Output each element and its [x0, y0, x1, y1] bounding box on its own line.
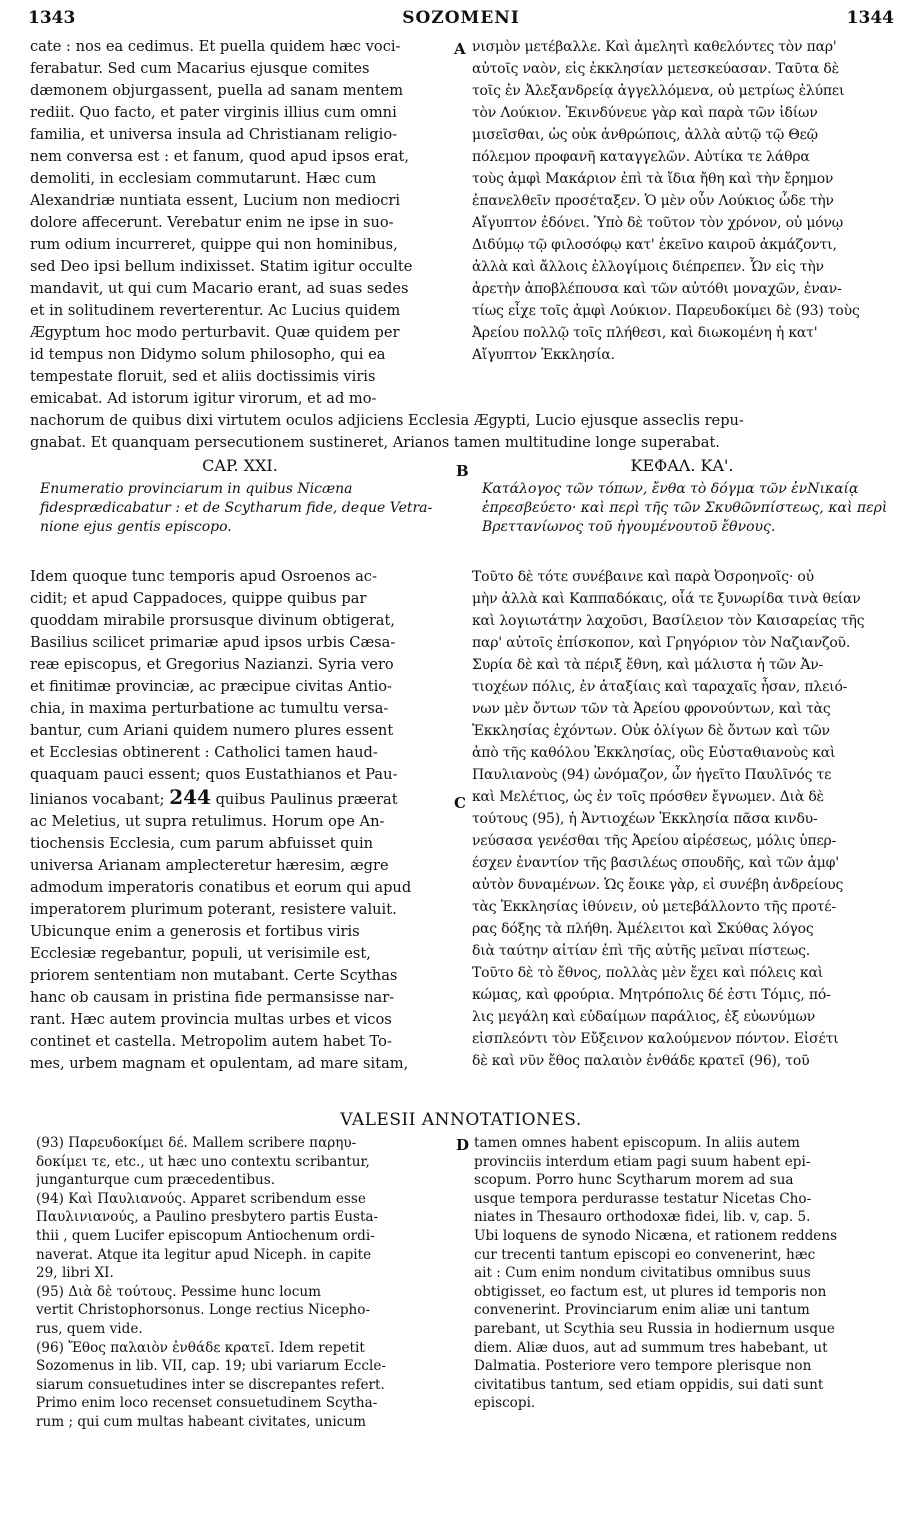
text-line: dolore affecerunt. Verebatur enim ne ipse in suo- [30, 214, 394, 231]
margin-marker-c: C [454, 794, 466, 812]
left-page-number: 1343 [28, 8, 76, 28]
text-line: Τοῦτο δὲ τότε συνέβαινε καὶ παρὰ Ὀσροηνοῖς· οὐ [472, 569, 814, 585]
annotation-line: Παυλινιανούς, a Paulino presbytero partis Eusta- [36, 1209, 379, 1226]
text-line: ferabatur. Sed cum Macarius ejusque comites [30, 60, 370, 77]
latin-chapter-title: CAP. XXI. [202, 456, 278, 475]
text-line: μισεῖσθαι, ὡς οὐκ ἀνθρώποις, ἀλλὰ αὐτῷ τῷ Θεῷ [472, 127, 818, 143]
text-line: id tempus non Didymo solum philosopho, qui ea [30, 346, 386, 363]
latin-chapter-summary [40, 480, 450, 537]
annotation-line: naverat. Atque ita legitur apud Niceph. in capite [36, 1246, 372, 1263]
text-line: bantur, cum Ariani quidem numero plures essent [30, 722, 394, 739]
text-line: αὐτὸν δυναμένων. Ὡς ἔοικε γὰρ, εἰ συνέβη ἀνδρείους [472, 877, 844, 893]
text-line: Αἴγυπτον ἐδόνει. Ὑπὸ δὲ τοῦτον τὸν χρόνον, οὐ μόνῳ [472, 215, 844, 231]
text-line: quaquam pauci essent; quos Eustathianos et Pau- [30, 766, 398, 783]
text-line: sed Deo ipsi bellum indixisset. Statim igitur occulte [30, 258, 413, 275]
summary-line: Enumeratio provinciarum in quibus Nicæna fides [40, 481, 353, 516]
text-line: rum odium incurreret, quippe qui non hominibus, [30, 236, 398, 253]
annotation-line: tamen omnes habent episcopum. In aliis autem [474, 1135, 800, 1151]
text-line-with-column-number [30, 786, 450, 811]
text-fragment: linianos vocabant; [30, 791, 170, 808]
greek-chapter-title: ΚΕΦΑΛ. ΚΑ'. [630, 456, 734, 475]
text-line: καὶ λογιωτάτην λαχοῦσι, Βασίλειον τὸν Καισαρείας τῆς [472, 613, 865, 629]
text-line: tiochensis Ecclesia, cum parum abfuisset quin [30, 835, 374, 852]
text-line: imperatorem plurimum poterant, resistere valuit. [30, 901, 397, 918]
text-line: ἐπανελθεῖν προσέταξεν. Ὁ μὲν οὖν Λούκιος ὧδε τὴν [472, 193, 834, 209]
annotations-right-column [474, 1134, 892, 1413]
column-number: 244 [169, 786, 211, 809]
annotations-title: VALESII ANNOTATIONES. [340, 1110, 582, 1130]
text-line: Idem quoque tunc temporis apud Osroenos ac- [30, 568, 377, 585]
annotation-line: (95) Διὰ δὲ τούτους. Pessime hunc locum [36, 1283, 321, 1300]
summary-line: prædicabatur : et de Scytharum fide, deque Vetra- [73, 500, 433, 516]
text-line: τοῖς ἐν Ἀλεξανδρείᾳ ἀγγελλόμενα, οὐ μετρίως ἐλύπει [472, 83, 845, 99]
text-line: έσχεν ἐναντίον τῆς βασιλέως σπουδῆς, καὶ τῶν ἀμφ' [472, 855, 839, 871]
text-line: Συρία δὲ καὶ τὰ πέριξ ἔθνη, καὶ μάλιστα ἡ τῶν Ἀν- [472, 657, 824, 673]
text-line: continet et castella. Metropolim autem habet To- [30, 1033, 392, 1050]
annotation-line: vertit Christophorsonus. Longe rectius Nicepho- [36, 1302, 371, 1319]
text-line: Basilius scilicet primariæ apud ipsos urbis Cæsa- [30, 634, 396, 651]
text-line: cate : nos ea cedimus. Et puella quidem hæc voci- [30, 38, 401, 55]
annotation-line: Primo enim loco recenset consuetudinem Scytha- [36, 1395, 378, 1412]
latin-column-top [30, 36, 450, 388]
annotation-line: provinciis interdum etiam pagi suum habent epi- [474, 1153, 811, 1170]
text-line: μὴν ἀλλὰ καὶ Καππαδόκαις, οἷά τε ξυνωρίδα τινὰ θείαν [472, 591, 861, 607]
right-page-number: 1344 [846, 8, 894, 28]
text-line: Ἐκκλησίας ἐχόντων. Οὐκ ὀλίγων δὲ ὄντων καὶ τῶν [472, 723, 830, 739]
text-line: νισμὸν μετέβαλλε. Καὶ ἀμελητὶ καθελόντες τὸν παρ' [472, 39, 837, 55]
text-line: quoddam mirabile prorsusque divinum obtigerat, [30, 612, 396, 629]
annotation-line: Sozomenus in lib. VII, cap. 19; ubi variarum Eccle- [36, 1358, 386, 1375]
text-line: emicabat. Ad istorum igitur virorum, et ad mo- [30, 390, 377, 407]
annotation-line: ait : Cum enim nondum civitatibus omnibus suus [474, 1265, 811, 1282]
text-line: universa Arianam amplecteretur hæresim, ægre [30, 857, 389, 874]
annotation-line: (94) Καὶ Παυλιανούς. Apparet scribendum esse [36, 1190, 366, 1207]
text-fragment: quibus Paulinus præerat [210, 791, 398, 808]
annotation-line: parebant, ut Scythia seu Russia in hodiernum usque [474, 1320, 835, 1337]
text-line: demoliti, in ecclesiam commutarunt. Hæc cum [30, 170, 377, 187]
annotation-line: Dalmatia. Posteriore vero tempore plerisque non [474, 1358, 812, 1375]
annotation-line: 29, libri XI. [36, 1265, 114, 1282]
annotation-line: (96) Ἔθος παλαιὸν ἐνθάδε κρατεῖ. Idem repetit [36, 1339, 365, 1356]
margin-marker-b: B [456, 462, 469, 480]
summary-line: Κατάλογος τῶν τόπων, ἔνθα τὸ δόγμα τῶν ἐν [482, 481, 808, 497]
text-line: τούτους (95), ἡ Ἀντιοχέων Ἐκκλησία πᾶσα κινδυ- [472, 811, 818, 827]
text-line: rediit. Quo facto, et pater virginis illius cum omni [30, 104, 397, 121]
text-line: τὸν Λούκιον. Ἐκινδύνευε γὰρ καὶ παρὰ τῶν ἰδίων [472, 105, 818, 121]
annotation-line: Ubi loquens de synodo Nicæna, et rationem reddens [474, 1227, 838, 1244]
text-line: familia, et universa insula ad Christianam religio- [30, 126, 398, 143]
text-line: εἰσπλεόντι τὸν Εὔξεινον καλούμενον πόντον. Εἰσέτι [472, 1031, 839, 1047]
text-line: chia, in maxima perturbatione ac tumultu versa- [30, 700, 389, 717]
annotation-line: siarum consuetudines inter se discrepantes refert. [36, 1376, 385, 1393]
text-line: mandavit, ut qui cum Macario erant, ad suas sedes [30, 280, 409, 297]
text-line: gnabat. Et quanquam persecutionem sustineret, Arianos tamen multitudine longe superabat. [30, 434, 720, 451]
text-line: πόλεμον προφανῆ καταγγελῶν. Αὐτίκα τε λάθρα [472, 149, 810, 165]
text-line: ac Meletius, ut supra retulimus. Horum ope An- [30, 813, 385, 830]
text-line: Διδύμῳ τῷ φιλοσόφῳ κατ' ἐκεῖνο καιροῦ ἀκμάζοντι, [472, 237, 837, 253]
annotation-line: (93) Παρευδοκίμει δέ. Mallem scribere παρηυ- [36, 1135, 357, 1151]
annotation-line: usque tempora perdurasse testatur Nicetas Cho- [474, 1190, 812, 1207]
text-line: admodum imperatoris conatibus et eorum qui apud [30, 879, 412, 896]
text-line: καὶ Μελέτιος, ὡς ἐν τοῖς πρόσθεν ἔγνωμεν. Διὰ δὲ [472, 789, 824, 805]
text-line: nachorum de quibus dixi virtutem oculos adjiciens Ecclesia Ægypti, Lucio ejusque asseclis repu- [30, 412, 744, 429]
text-line: cidit; et apud Cappadoces, quippe quibus par [30, 590, 367, 607]
text-line: ἀρετὴν ἀποβλέπουσα καὶ τῶν αὐτόθι μοναχῶν, ἐναν- [472, 281, 842, 297]
annotation-line: junganturque cum præcedentibus. [36, 1172, 276, 1189]
text-line: priorem sententiam non mutabant. Certe Scythas [30, 967, 398, 984]
annotation-line: niates in Thesauro orthodoxæ fidei, lib. v, cap. 5. [474, 1209, 811, 1226]
annotation-line: diem. Aliæ duos, aut ad summum tres habebant, ut [474, 1339, 828, 1356]
text-line: τὰς Ἐκκλησίας ἰθύνειν, οὐ μετεβάλλοντο τῆς προτέ- [472, 899, 836, 915]
summary-line: τοῦ ἔθνους. [692, 519, 776, 535]
greek-chapter-summary [482, 480, 892, 537]
summary-line: nione ejus gentis episcopo. [40, 519, 232, 535]
text-line: αὐτοῖς ναὸν, εἰς ἐκκλησίαν μετεσκεύασαν. Ταῦτα δὲ [472, 61, 839, 77]
text-line: dæmonem objurgassent, puella ad sanam mentem [30, 82, 404, 99]
annotation-line: thii , quem Lucifer episcopum Antiochenum ordi- [36, 1227, 375, 1244]
text-line: Ægyptum hoc modo perturbavit. Quæ quidem per [30, 324, 400, 341]
text-line: Ἀρείου πολλῷ τοῖς πλήθεσι, καὶ διωκομένη ἡ κατ' [472, 325, 818, 341]
annotation-line: civitatibus tantum, sed etiam oppidis, sui dati sunt [474, 1376, 824, 1393]
annotation-line: scopum. Porro hunc Scytharum morem ad sua [474, 1172, 794, 1189]
page-header [28, 8, 894, 34]
text-line: τιοχέων πόλις, ἐν ἀταξίαις καὶ ταραχαῖς ἦσαν, πλειό- [472, 679, 848, 695]
running-title: SOZOMENI [402, 8, 520, 28]
text-line: et in solitudinem reverterentur. Ac Lucius quidem [30, 302, 401, 319]
text-line: mes, urbem magnam et opulentam, ad mare sitam, [30, 1055, 409, 1072]
annotation-line: rus, quem vide. [36, 1320, 143, 1337]
annotation-line: cur trecenti tantum episcopi eo convenerint, hæc [474, 1246, 816, 1263]
text-line: ἀπὸ τῆς καθόλου Ἐκκλησίας, οὓς Εὐσταθιανοὺς καὶ [472, 745, 836, 761]
annotation-line: δοκίμει τε, etc., ut hæc uno contextu scribantur, [36, 1153, 370, 1170]
text-line: Τοῦτο δὲ τὸ ἔθνος, πολλὰς μὲν ἔχει καὶ πόλεις καὶ [472, 965, 823, 981]
annotation-line: obtigisset, eo factum est, ut plures id temporis non [474, 1283, 827, 1300]
annotation-line: convenerint. Provinciarum enim aliæ uni tantum [474, 1302, 810, 1319]
greek-column-body [472, 566, 892, 1072]
text-line: ρας δόξης τὰ πλήθη. Ἀμέλειτοι καὶ Σκύθας λόγος [472, 921, 814, 937]
text-line: tempestate floruit, sed et aliis doctissimis viris [30, 368, 376, 385]
text-line: rant. Hæc autem provincia multas urbes et vicos [30, 1011, 392, 1028]
text-line: τοὺς ἀμφὶ Μακάριον ἐπὶ τὰ ἴδια ἤθη καὶ τὴν ἔρημον [472, 171, 834, 187]
text-line: Ecclesiæ regebantur, populi, ut verisimile est, [30, 945, 371, 962]
latin-column-body [30, 566, 450, 1075]
margin-marker-a: A [454, 40, 466, 58]
text-line: Παυλιανοὺς (94) ὠνόμαζον, ὧν ἡγεῖτο Παυλῖνός τε [472, 767, 832, 783]
text-line: διὰ ταύτην αἰτίαν ἐπὶ τῆς αὐτῆς μεῖναι πίστεως. [472, 943, 810, 959]
text-line: reæ episcopus, et Gregorius Nazianzi. Syria vero [30, 656, 394, 673]
text-line: et finitimæ provinciæ, ac præcipue civitas Antio- [30, 678, 392, 695]
summary-line: πίστεως, καὶ περὶ Βρεττανίωνος τοῦ ἡγουμένου [482, 500, 888, 535]
annotation-line: episcopi. [474, 1395, 536, 1412]
text-line: Αἴγυπτον Ἐκκλησία. [472, 347, 615, 363]
text-line: λις μεγάλη καὶ εὐδαίμων παράλιος, ἐξ εὐωνύμων [472, 1009, 816, 1025]
spanning-lines [30, 388, 892, 454]
text-line: ἀλλὰ καὶ ἄλλοις ἐλλογίμοις διέπρεπεν. Ὧν εἰς τὴν [472, 259, 824, 275]
summary-line: Νικαίᾳ ἐπρεσβεύετο· καὶ περὶ τῆς τῶν Σκυθῶν [482, 481, 859, 516]
annotations-left-column [36, 1134, 452, 1432]
text-line: Alexandriæ nuntiata essent, Lucium non mediocri [30, 192, 401, 209]
text-line: νεύσασα γενέσθαι τῆς Ἀρείου αἱρέσεως, μόλις ὑπερ- [472, 833, 837, 849]
text-line: κώμας, καὶ φρούρια. Μητρόπολις δέ ἐστι Τόμις, πό- [472, 987, 831, 1003]
annotation-line: rum ; qui cum multas habeant civitates, unicum [36, 1413, 366, 1430]
text-line: τίως εἶχε τοῖς ἀμφὶ Λούκιον. Παρευδοκίμει δὲ (93) τοὺς [472, 303, 860, 319]
greek-column-top [472, 36, 892, 366]
text-line: παρ' αὐτοῖς ἐπίσκοπον, καὶ Γρηγόριον τὸν Ναζιανζοῦ. [472, 635, 851, 651]
margin-marker-d: D [456, 1136, 470, 1154]
text-line: νων μὲν ὄντων τῶν τὰ Ἀρείου φρονούντων, καὶ τὰς [472, 701, 831, 717]
text-line: Ubicunque enim a generosis et fortibus viris [30, 923, 360, 940]
text-line: nem conversa est : et fanum, quod apud ipsos erat, [30, 148, 410, 165]
text-line: hanc ob causam in pristina fide permansisse nar- [30, 989, 395, 1006]
text-line: et Ecclesias obtinerent : Catholici tamen haud- [30, 744, 378, 761]
text-line: δὲ καὶ νῦν ἔθος παλαιὸν ἐνθάδε κρατεῖ (96), τοῦ [472, 1053, 810, 1069]
